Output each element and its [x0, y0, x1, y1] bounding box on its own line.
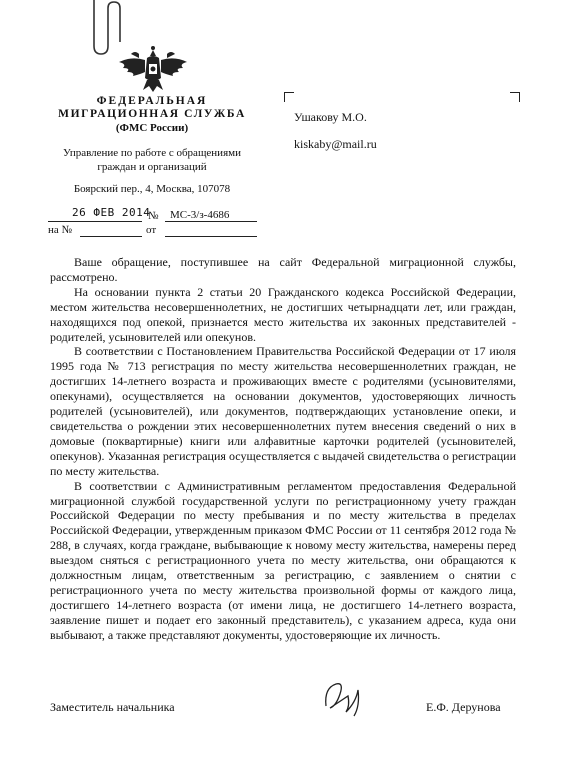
address-corner-right: [510, 92, 520, 102]
agency-address: Боярский пер., 4, Москва, 107078: [73, 183, 231, 195]
agency-name-line1: ФЕДЕРАЛЬНАЯ: [96, 95, 208, 107]
letter-body: [50, 255, 516, 643]
handwritten-signature: [320, 676, 370, 718]
number-underline: [165, 221, 257, 222]
paragraph-2: На основании пункта 2 статьи 20 Гражданского кодекса Российской Федерации, местом жительства несовершеннолетних, не достигших четырнадцати лет, или граждан, находящихся под опекой, признается место жительства их законных представителей - родителей, усыновителей или опекунов.: [50, 284, 516, 344]
from-label: от: [146, 224, 157, 236]
address-corner-left: [284, 92, 294, 102]
double-headed-eagle-emblem-icon: [117, 44, 189, 94]
date-underline: [48, 221, 142, 222]
signer-name: Е.Ф. Дерунова: [426, 700, 501, 714]
recipient-name: Ушакову М.О.: [294, 110, 367, 124]
registration-number: МС-3/з-4686: [170, 209, 230, 221]
agency-abbreviation: (ФМС России): [115, 122, 189, 134]
registration-date-stamp: 26 ФЕВ 2014: [72, 206, 151, 219]
from-underline: [165, 236, 257, 237]
reference-label: на №: [48, 224, 73, 236]
department-name: Управление по работе с обращениями граждан и организаций: [63, 147, 241, 173]
paragraph-4: В соответствии с Административным регламентом предоставления Федеральной миграционной службой государственной услуги по регистрационному учету граждан Российской Федерации по месту пребывания и по месту жительства в пределах Российской Федерации, утвержденным приказом ФМС России от 11 сентября 2012 года № 288, в случаях, когда граждане, выбывающие к новому месту жительства, намерены перед выездом сняться с регистрационного учета по месту жительства, они обращаются к должностным лицам, ответственным за регистрацию, с заявлением о снятии с регистрационного учета по месту жительства произвольной формы от каждого лица, достигшего 14-летнего возраста (от имени лица, не достигшего 14-летнего возраста, заявление пишет и подает его законный представитель), с указанием адреса, куда они выбывают, а также представляют документы, удостоверяющие их личность.: [50, 478, 516, 642]
paragraph-3: В соответствии с Постановлением Правительства Российской Федерации от 17 июля 1995 года № 713 регистрация по месту жительства несовершеннолетних граждан, не достигших 14-летнего возраста и проживающих вместе с родителями (усыновителями, опекунами), осуществляется на основании документов, удостоверяющих личность родителей (усыновителей), или документов, подтверждающих установление опеки, и свидетельства о рождении этих несовершеннолетних путем внесения сведений о них в домовые (поквартирные) книги или алфавитные карточки родителей (усыновителей, опекунов). Указанная регистрация осуществляется с выдачей свидетельства о регистрации по месту жительства.: [50, 344, 516, 478]
number-label: №: [148, 210, 159, 222]
recipient-email: kiskaby@mail.ru: [294, 137, 377, 151]
agency-name-line2: МИГРАЦИОННАЯ СЛУЖБА: [58, 108, 246, 120]
signer-title: Заместитель начальника: [50, 700, 175, 714]
paragraph-1: Ваше обращение, поступившее на сайт Федеральной миграционной службы, рассмотрено.: [50, 255, 516, 284]
reference-underline: [80, 236, 142, 237]
